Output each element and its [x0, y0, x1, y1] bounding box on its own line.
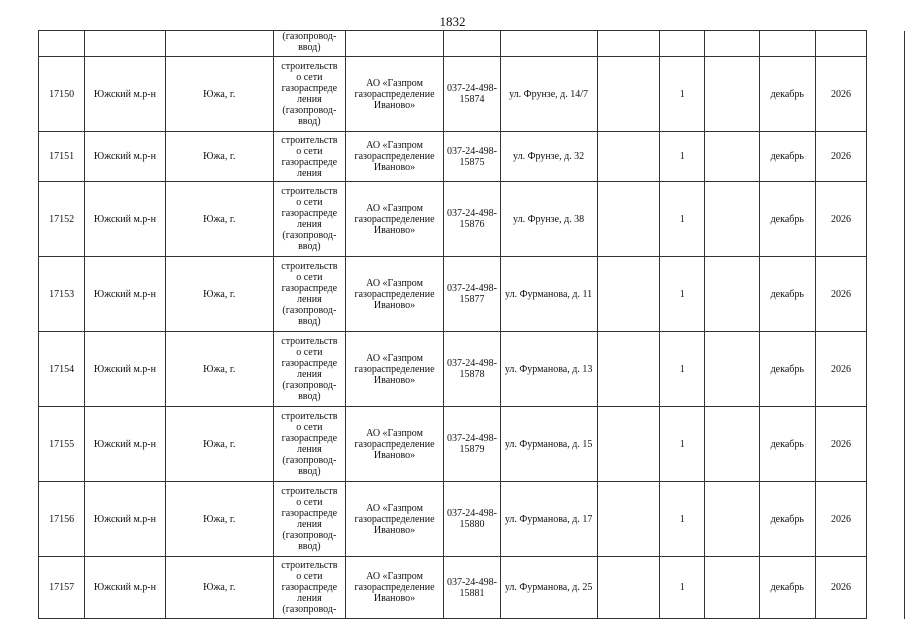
organization-cell: АО «Газпром газораспределение Иваново» — [345, 182, 444, 257]
table-row — [39, 332, 905, 407]
address-cell: ул. Фрунзе, д. 32 — [500, 132, 597, 182]
quantity-cell: 1 — [660, 257, 705, 332]
city-cell: Южа, г. — [165, 132, 273, 182]
year-cell: 2026 — [815, 57, 866, 132]
address-cell: ул. Фурманова, д. 11 — [500, 257, 597, 332]
city-cell: Южа, г. — [165, 332, 273, 407]
year-cell — [815, 31, 866, 57]
number-cell — [39, 31, 85, 57]
city-cell: Южа, г. — [165, 257, 273, 332]
quantity-cell: 1 — [660, 557, 705, 619]
district-cell — [85, 31, 165, 57]
empty-cell — [597, 132, 659, 182]
empty-cell — [597, 407, 659, 482]
organization-cell: АО «Газпром газораспределение Иваново» — [345, 332, 444, 407]
city-cell: Южа, г. — [165, 482, 273, 557]
table-row — [39, 482, 905, 557]
quantity-cell — [660, 31, 705, 57]
purpose-cell: строительств о сети газораспреде ления (газопровод- ввод) — [273, 482, 345, 557]
table-row — [39, 132, 905, 182]
city-cell: Южа, г. — [165, 407, 273, 482]
empty-cell — [705, 482, 759, 557]
table-row — [39, 57, 905, 132]
empty-cell — [705, 132, 759, 182]
purpose-cell: строительств о сети газораспреде ления (газопровод- ввод) — [273, 57, 345, 132]
continuation-row — [39, 31, 905, 57]
margin-cell — [867, 407, 905, 482]
table-row — [39, 557, 905, 619]
year-cell: 2026 — [815, 332, 866, 407]
purpose-cell: строительств о сети газораспреде ления (газопровод- — [273, 557, 345, 619]
purpose-cell: строительств о сети газораспреде ления (газопровод- ввод) — [273, 407, 345, 482]
city-cell — [165, 31, 273, 57]
margin-cell — [867, 482, 905, 557]
year-cell: 2026 — [815, 257, 866, 332]
year-cell: 2026 — [815, 557, 866, 619]
empty-cell — [705, 182, 759, 257]
address-cell: ул. Фрунзе, д. 14/7 — [500, 57, 597, 132]
organization-cell: АО «Газпром газораспределение Иваново» — [345, 57, 444, 132]
month-cell: декабрь — [759, 57, 815, 132]
code-cell: 037-24-498-15874 — [444, 57, 500, 132]
quantity-cell: 1 — [660, 57, 705, 132]
month-cell — [759, 31, 815, 57]
district-cell: Южский м.р-н — [85, 57, 165, 132]
number-cell: 17150 — [39, 57, 85, 132]
organization-cell: АО «Газпром газораспределение Иваново» — [345, 132, 444, 182]
code-cell: 037-24-498-15878 — [444, 332, 500, 407]
empty-cell — [597, 482, 659, 557]
month-cell: декабрь — [759, 332, 815, 407]
month-cell: декабрь — [759, 182, 815, 257]
number-cell: 17154 — [39, 332, 85, 407]
district-cell: Южский м.р-н — [85, 132, 165, 182]
address-cell: ул. Фурманова, д. 15 — [500, 407, 597, 482]
table-row — [39, 182, 905, 257]
number-cell: 17151 — [39, 132, 85, 182]
year-cell: 2026 — [815, 182, 866, 257]
quantity-cell: 1 — [660, 332, 705, 407]
year-cell: 2026 — [815, 482, 866, 557]
empty-cell — [705, 57, 759, 132]
purpose-cell: строительств о сети газораспреде ления (газопровод- ввод) — [273, 182, 345, 257]
quantity-cell: 1 — [660, 132, 705, 182]
year-cell: 2026 — [815, 407, 866, 482]
table-row — [39, 257, 905, 332]
quantity-cell: 1 — [660, 482, 705, 557]
margin-cell — [867, 182, 905, 257]
quantity-cell: 1 — [660, 182, 705, 257]
year-cell: 2026 — [815, 132, 866, 182]
month-cell: декабрь — [759, 407, 815, 482]
district-cell: Южский м.р-н — [85, 407, 165, 482]
empty-cell — [597, 557, 659, 619]
margin-cell — [867, 132, 905, 182]
number-cell: 17152 — [39, 182, 85, 257]
empty-cell — [597, 31, 659, 57]
code-cell: 037-24-498-15879 — [444, 407, 500, 482]
month-cell: декабрь — [759, 257, 815, 332]
empty-cell — [597, 182, 659, 257]
purpose-cell: строительств о сети газораспреде ления — [273, 132, 345, 182]
code-cell: 037-24-498-15880 — [444, 482, 500, 557]
margin-cell — [867, 257, 905, 332]
organization-cell: АО «Газпром газораспределение Иваново» — [345, 257, 444, 332]
page-number: 1832 — [439, 14, 466, 29]
table-body — [39, 31, 905, 619]
margin-cell — [867, 557, 905, 619]
address-cell — [500, 31, 597, 57]
empty-cell — [705, 557, 759, 619]
district-cell: Южский м.р-н — [85, 482, 165, 557]
code-cell: 037-24-498-15875 — [444, 132, 500, 182]
quantity-cell: 1 — [660, 407, 705, 482]
organization-cell: АО «Газпром газораспределение Иваново» — [345, 407, 444, 482]
empty-cell — [705, 257, 759, 332]
purpose-cell: строительств о сети газораспреде ления (газопровод- ввод) — [273, 332, 345, 407]
address-cell: ул. Фурманова, д. 13 — [500, 332, 597, 407]
margin-cell — [867, 31, 905, 57]
district-cell: Южский м.р-н — [85, 332, 165, 407]
table-row — [39, 407, 905, 482]
code-cell: 037-24-498-15876 — [444, 182, 500, 257]
purpose-cell: (газопровод- ввод) — [273, 31, 345, 57]
organization-cell: АО «Газпром газораспределение Иваново» — [345, 557, 444, 619]
district-cell: Южский м.р-н — [85, 257, 165, 332]
code-cell: 037-24-498-15877 — [444, 257, 500, 332]
month-cell: декабрь — [759, 132, 815, 182]
city-cell: Южа, г. — [165, 182, 273, 257]
empty-cell — [705, 407, 759, 482]
empty-cell — [597, 57, 659, 132]
purpose-cell: строительств о сети газораспреде ления (газопровод- ввод) — [273, 257, 345, 332]
empty-cell — [705, 31, 759, 57]
address-cell: ул. Фрунзе, д. 38 — [500, 182, 597, 257]
number-cell: 17155 — [39, 407, 85, 482]
registry-table — [38, 30, 905, 619]
district-cell: Южский м.р-н — [85, 182, 165, 257]
city-cell: Южа, г. — [165, 557, 273, 619]
number-cell: 17156 — [39, 482, 85, 557]
organization-cell: АО «Газпром газораспределение Иваново» — [345, 482, 444, 557]
month-cell: декабрь — [759, 557, 815, 619]
code-cell: 037-24-498-15881 — [444, 557, 500, 619]
address-cell: ул. Фурманова, д. 17 — [500, 482, 597, 557]
month-cell: декабрь — [759, 482, 815, 557]
city-cell: Южа, г. — [165, 57, 273, 132]
address-cell: ул. Фурманова, д. 25 — [500, 557, 597, 619]
empty-cell — [705, 332, 759, 407]
margin-cell — [867, 57, 905, 132]
empty-cell — [597, 332, 659, 407]
organization-cell — [345, 31, 444, 57]
district-cell: Южский м.р-н — [85, 557, 165, 619]
number-cell: 17153 — [39, 257, 85, 332]
code-cell — [444, 31, 500, 57]
margin-cell — [867, 332, 905, 407]
empty-cell — [597, 257, 659, 332]
number-cell: 17157 — [39, 557, 85, 619]
